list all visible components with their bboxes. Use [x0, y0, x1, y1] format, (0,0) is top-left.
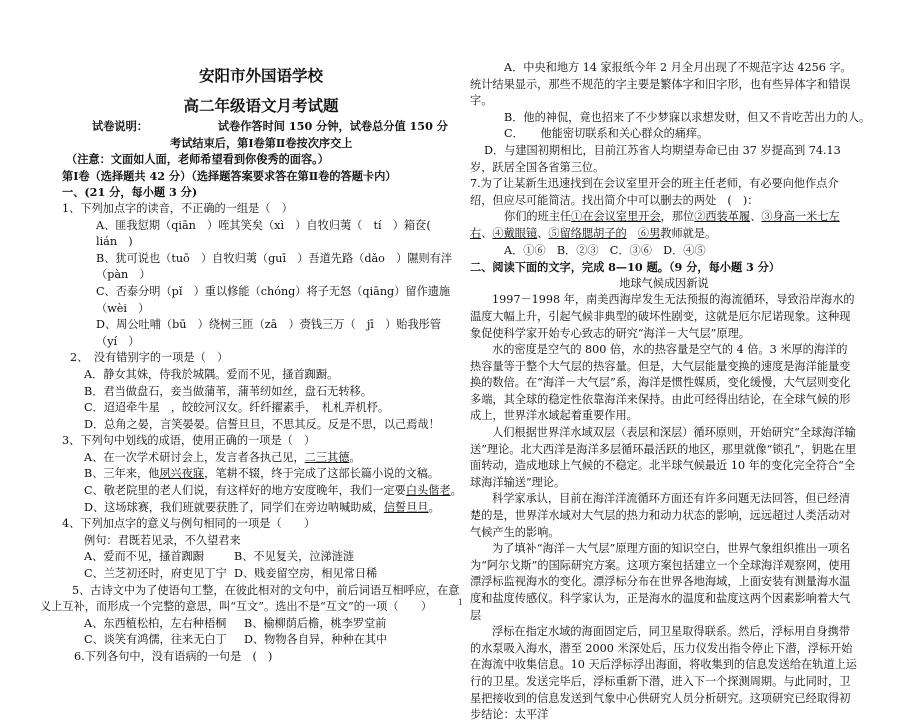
- q3-option-b: [62, 466, 460, 483]
- q4-option-d: D、贱妾留空房，相见常日稀: [234, 567, 378, 581]
- q7-sep-5: [627, 227, 638, 240]
- instructions-time: 试卷作答时间 150 分钟，试卷总分值 150 分: [217, 119, 448, 133]
- article-paragraph-3: 人们根据世界洋水域双层（表层和深层）循环原则，开始研究“全球海洋输送”理论。北大西洋是海洋多层循环最活跃的地区，那里就像“锁孔”，钥匙在里面转动，造成地球上气候的不稳定。北半球气候最近 10 年的变化完全符合“全球海洋输送”理论。: [470, 426, 857, 489]
- q7-sep-2: 、: [750, 210, 762, 224]
- q2-option-c: C．迢迢牵牛星 ，皎皎河汉女。纤纤擢素手， 札札弄机杼。: [84, 401, 390, 415]
- q6-option-d: D．与建国初期相比，目前江苏省人均期望寿命已由 37 岁提高到 74.13 岁，跃居全国各省第三位。: [470, 143, 841, 174]
- q3-c-end: 。: [450, 484, 462, 498]
- q5-option-d: D、物物各自异，种种在其中: [244, 633, 388, 647]
- q1-option-a: A、匪我愆期（qiān ）咥其笑矣（xì ）自牧归荑（ tí ）箱奁( lián ): [96, 218, 442, 249]
- q3-stem: 3、下列句中划线的成语，使用正确的一项是（ ）: [62, 434, 316, 448]
- q1-option-b: B、犹可说也（tuō ）自牧归荑（guī ）吾道先路（dǎo ）隰则有泮（pàn ）: [96, 251, 453, 282]
- article-paragraph-1: 1997－1998 年，南美西海岸发生无法预报的海流循环，导致沿岸海水的温度大幅上升，引起气候非典型的破坏性剧变，这就是厄尔尼诺现象。这种现象促使科学家开始专心致志的研究“海洋－大气层”原理。: [470, 293, 855, 340]
- q4-example: 例句：君既若见录，不久望君来: [84, 533, 241, 547]
- q6-option-a: A．中央和地方 14 家报纸今年 2 月全月出现了不规范字达 4256 字。统计结果显示，那些不规范的字主要是繁体字和旧字形，也有些异体字和错误字。: [470, 61, 852, 108]
- instructions-label: 试卷说明：: [92, 119, 148, 133]
- section1-heading: 一、(21 分，每小题 3 分): [62, 185, 198, 200]
- q4-option-a: A、爱而不见，搔首踟蹰: [84, 550, 204, 564]
- q3-b-idiom: 夙兴夜寐: [159, 467, 205, 481]
- q2-option-d: D．总角之晏，言笑晏晏。信誓旦旦，不思其反。反是不思，以己焉哉！: [84, 417, 440, 431]
- q6-stem: 6.下列各句中，没有语病的一句是 ( ): [74, 650, 273, 663]
- section2-heading: 二、阅读下面的文字，完成 8—10 题。（9 分，每小题 3 分）: [470, 260, 781, 275]
- article-paragraph-5: 为了填补“海洋－大气层”原理方面的知识空白，世界气象组织推出一项名为“阿尔戈斯”的国际研究方案。这项方案包括建立一个全球海洋观察网，使用漂浮标监视海水的变化。漂浮标分布在世界各地海域，上面安装有测量海水温度和盐度传感仪。科学家认为，正是海水的温度和盐度这两个因素影响着大气层: [470, 542, 851, 622]
- q3-c-text: C、敬老院里的老人们说，有这样好的地方安度晚年，我们一定要: [84, 484, 406, 498]
- q3-b-end: ，笔耕不辍，终于完成了这部长篇小说的文稿。: [204, 467, 440, 481]
- q3-option-a: [62, 450, 460, 467]
- q3-option-c: [62, 483, 460, 500]
- q4-option-c: C、兰芝初还时，府吏见丁宁: [84, 567, 227, 581]
- q7-intro-start: 你们的班主任: [504, 210, 572, 224]
- q7-sep-3: 、: [481, 226, 493, 240]
- left-column: [40, 118, 462, 666]
- q3-a-text: A、在一次学术研讨会上，发言者各执己见，: [84, 450, 305, 464]
- article-title: 地球气候成因新说: [619, 276, 709, 290]
- q5-options-ab: [62, 616, 460, 633]
- q3-d-idiom: 信誓旦旦: [383, 500, 429, 514]
- part1-heading: 第Ⅰ卷（选择题共 42 分）（选择题答案要求答在第Ⅱ卷的答题卡内）: [62, 168, 397, 183]
- q7-part-5: ⑤留络腮胡子的: [548, 226, 627, 240]
- q1-option-c: C、否泰分明（pǐ ）重以修能（chóng）将子无怒（qiāng）留作遗施（wèi ）: [96, 284, 451, 315]
- q4-options-ab: [62, 549, 460, 566]
- q2-option-a: A．静女其姝，侍我於城隅。爱而不见，搔首踟蹰。: [84, 367, 339, 381]
- q7-intro-end: 教师就是。: [660, 226, 717, 240]
- q3-a-idiom: 二三其德: [304, 450, 350, 464]
- q2-option-b: B．君当做盘石，妾当做蒲苇，蒲苇纫如丝，盘石无转移。: [84, 384, 372, 398]
- note: （注意：文面如人面，老师希望看到你俊秀的面容。）: [66, 152, 329, 167]
- article-paragraph-2: 水的密度是空气的 800 倍，水的热容量是空气的 4 倍。3 米厚的海洋的热容量等于整个大气层的热容量。但是，大气层能量变换的速度是海洋能量变换的数倍。在“海洋－大气层”系，海洋是惯性媒质，变化缓慢，大气层则变化多端，其全球的稳定性依靠海洋来保持。由此可经得出结论，在全球气候的形成上，世界洋水域起着重要作用。: [470, 343, 851, 423]
- exam-title: 高二年级语文月考试题: [183, 96, 339, 115]
- instructions-submit: 考试结束后，第Ⅰ卷第Ⅱ卷按次序交上: [170, 135, 353, 150]
- q7-stem: 7.为了让某新生迅速找到在会议室里开会的班主任老师，有必要向他作点介绍，但应尽可能简洁。找出简介中可以删去的两处 ( )：: [470, 177, 839, 207]
- q5-option-c: C、谈笑有鸿儒，往来无白丁: [84, 633, 227, 647]
- q7-part-4: ④戴眼镜: [492, 226, 538, 240]
- q5-options-cd: [62, 632, 460, 649]
- q5-stem-2: 义上互补，而形成一个完整的意思，叫“互文”。选出不是“互文”的一项（ ）: [40, 600, 433, 614]
- q3-b-text: B、三年来，他: [84, 467, 160, 481]
- q6-option-b: B．他的神侃，竟也招来了不少梦寐以求想发财，但又不肯吃苦出力的人。: [504, 110, 871, 124]
- q3-d-text: D、这场球赛，我们班就要获胜了，同学们在旁边呐喊助威，: [84, 500, 384, 514]
- page-number: 1: [458, 598, 464, 607]
- q5-stem-1: 5、古诗文中为了使语句工整，在彼此相对的文句中，前后词语互相呼应，在意: [72, 583, 460, 597]
- q1-stem: 1、下列加点字的读音，不正确的一组是（ ）: [62, 201, 293, 215]
- q5-option-b: B、榆柳荫后檐，桃李罗堂前: [244, 616, 387, 630]
- q4-option-b: B、不见复关，泣涕涟涟: [234, 550, 355, 564]
- article-paragraph-4: 科学家承认，目前在海洋洋流循环方面还有许多问题无法回答，但已经清楚的是，世界洋水域对大气层的热力和动力状态的影响，远远超过人类活动对气候产生的影响。: [470, 492, 851, 539]
- q7-options: A．①⑥ B．②③ C．③⑥ D．④⑤: [504, 243, 706, 257]
- right-column: [470, 60, 871, 724]
- q1-option-d: D、周公吐哺（bū ）绕树三匝（zā ）赍钱三万（ jī ）贻我彤管（yí ）: [96, 318, 442, 348]
- q7-part-1: ①在会议室里开会: [571, 210, 661, 224]
- q3-d-end: 。: [428, 500, 440, 514]
- q3-c-idiom: 白头偕老: [405, 484, 451, 498]
- q6-option-c: C． 他能密切联系和关心群众的痛痒。: [504, 127, 709, 141]
- article-paragraph-6: 浮标在指定水域的海面固定后，同卫星取得联系。然后，浮标用自身携带的水泵吸入海水，潜至 2000 米深处后，压力仪发出指令停止下潜，浮标开始在海流中收集信息。10 天后浮标浮出海面，将收集到的信息发送给在轨道上运行的卫星。发送完毕后，浮标重新下潜，进入下一个探测周期。与此同时，卫星把接收到的信息发送到气象中心供研究人员分析研究。这项研究已经取得初步结论：太平洋: [470, 625, 857, 722]
- q5-option-a: A、东西植松柏，左右种梧桐: [84, 616, 227, 630]
- q4-stem: 4、下列加点字的意义与例句相同的一项是（ ）: [62, 517, 316, 531]
- q7-part-6: ⑥男: [637, 226, 661, 240]
- q7-part-3: ③身高一米七左右: [470, 210, 840, 240]
- q7-part-2: ②西装革履: [694, 210, 751, 224]
- instructions-line: [62, 118, 460, 135]
- q3-option-d: [62, 500, 460, 517]
- q2-stem: 2、 没有错别字的一项是（ ）: [70, 351, 229, 365]
- q7-sep-4: 、: [537, 226, 549, 240]
- q7-intro: [470, 209, 858, 242]
- q4-options-cd: [62, 566, 460, 583]
- school-name: 安阳市外国语学校: [198, 66, 323, 85]
- q7-sep-1: ，那位: [660, 210, 695, 224]
- q3-a-end: 。: [349, 450, 361, 464]
